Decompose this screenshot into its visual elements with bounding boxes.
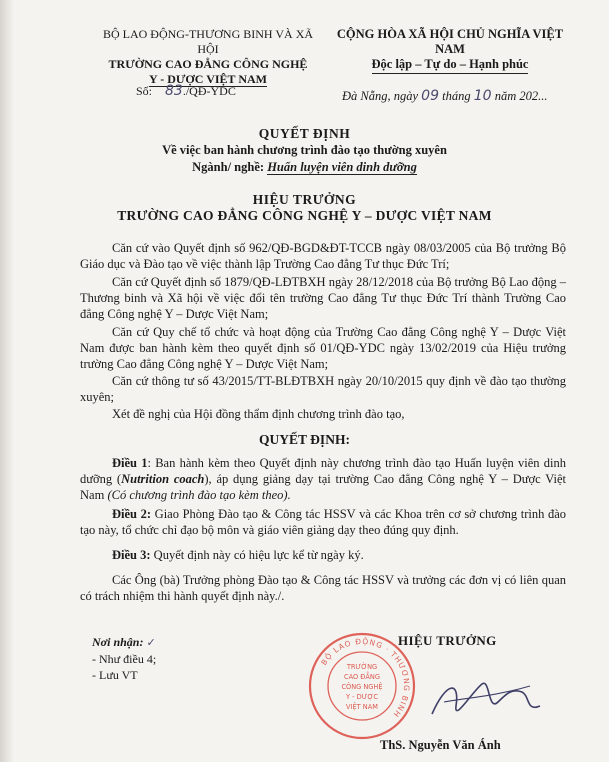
recipient-item: - Như điều 4; xyxy=(92,652,157,666)
article-3-label: Điều 3: xyxy=(112,548,151,562)
stamp-ring-text: BỘ LAO ĐỘNG · THƯƠNG BINH xyxy=(319,636,412,720)
field-value: Huấn luyện viên dinh dưỡng xyxy=(267,160,417,174)
recipients-block xyxy=(92,634,156,683)
article-1 xyxy=(80,455,566,503)
motto-line: Độc lập – Tự do – Hạnh phúc xyxy=(330,57,570,74)
so-suffix: ./QĐ-YDC xyxy=(182,84,236,98)
stamp-line: Y - DƯỢC xyxy=(346,693,378,701)
closing-paragraph: Các Ông (bà) Trưởng phòng Đào tạo & Công tác HSSV và trưởng các đơn vị có liên quan có trách nhiệm thi hành quyết định này./. xyxy=(80,573,566,603)
official-stamp xyxy=(306,630,418,742)
field-label: Ngành/ nghề: xyxy=(192,160,265,174)
article-3-text: Quyết định này có hiệu lực kể từ ngày ký. xyxy=(150,548,364,562)
signer-name: ThS. Nguyễn Văn Ánh xyxy=(380,738,501,752)
article-1-text: : Ban hành kèm theo Quyết định này chương trình đào tạo Huấn luyện viên dinh dưỡng ( xyxy=(80,456,567,486)
handwritten-day: 09 xyxy=(421,88,439,104)
decision-title: QUYẾT ĐỊNH xyxy=(258,126,351,141)
basis-paragraph: Căn cứ vào Quyết định số 962/QĐ-BGD&ĐT-TCCB ngày 08/03/2005 của Bộ trưởng Bộ Giáo dục và Đào tạo về việc thành lập Trường Cao đẳng Tư thục Đức Trí; xyxy=(80,241,566,271)
stamp-line: CAO ĐẲNG xyxy=(344,673,380,681)
decision-heading: QUYẾT ĐỊNH: xyxy=(259,432,350,447)
month-label: tháng xyxy=(442,89,471,103)
decision-field xyxy=(0,160,609,175)
school-name-line1: TRƯỜNG CAO ĐẲNG CÔNG NGHỆ xyxy=(108,57,308,71)
article-1-note: (Có chương trình đào tạo kèm theo). xyxy=(107,488,291,502)
authority-org: TRƯỜNG CAO ĐẲNG CÔNG NGHỆ Y – DƯỢC VIỆT NAM xyxy=(117,208,492,223)
issue-date xyxy=(342,88,547,104)
article-2 xyxy=(80,506,566,538)
decision-subject: Về việc ban hành chương trình đào tạo thường xuyên xyxy=(162,143,447,157)
article-3 xyxy=(80,547,566,563)
article-2-text: Giao Phòng Đào tạo & Công tác HSSV và các Khoa trên cơ sở chương trình đào tạo này, tổ chức chỉ đạo bộ môn và giáo viên giảng dạy theo đúng quy định. xyxy=(80,507,566,537)
handwritten-month: 10 xyxy=(473,88,492,104)
recipients-label: Nơi nhận: ✓ xyxy=(92,635,156,649)
ministry-name: BỘ LAO ĐỘNG-THƯƠNG BINH VÀ XÃ HỘI xyxy=(102,27,314,56)
document-number xyxy=(136,83,236,99)
national-motto xyxy=(330,27,570,74)
basis-paragraph: Xét đề nghị của Hội đồng thẩm định chương trình đào tạo, xyxy=(112,407,405,421)
date-place: Đà Nẵng, ngày xyxy=(342,89,419,103)
handwritten-number: 83 xyxy=(165,83,183,99)
article-2-label: Điều 2: xyxy=(112,507,152,521)
stamp-line: TRƯỜNG xyxy=(346,663,378,671)
recipient-item: - Lưu VT xyxy=(92,668,138,682)
country-name: CỘNG HÒA XÃ HỘI CHỦ NGHĨA VIỆT NAM xyxy=(336,27,564,56)
handwritten-signature xyxy=(426,662,546,734)
article-1-english: Nutrition coach xyxy=(121,472,205,486)
school-name-line2: Y - DƯỢC VIỆT NAM xyxy=(148,72,267,86)
article-1-text-2: ), áp dụng giảng dạy tại trường Cao đẳng Công nghệ Y – Dược Việt Nam xyxy=(80,472,566,502)
stamp-line: VIỆT NAM xyxy=(346,703,378,711)
so-prefix: Số: xyxy=(136,84,153,98)
stamp-line: CÔNG NGHỆ xyxy=(341,683,383,691)
date-year: năm 202... xyxy=(494,89,548,103)
basis-paragraph: Căn cứ Quyết định số 1879/QĐ-LĐTBXH ngày 28/12/2018 của Bộ trưởng Bộ Lao động – Thương binh và Xã hội về việc đổi tên trường Cao đẳng Tư thục Đức Trí thành Trường Cao đẳng Công nghệ Y – Dược Việt Nam; xyxy=(80,275,566,321)
article-1-label: Điều 1 xyxy=(112,456,148,470)
basis-paragraph: Căn cứ thông tư số 43/2015/TT-BLĐTBXH ngày 20/10/2015 quy định về đào tạo thường xuyên; xyxy=(80,374,566,404)
basis-paragraph: Căn cứ Quy chế tổ chức và hoạt động của Trường Cao đẳng Công nghệ Y – Dược Việt Nam được ban hành kèm theo quyết định số 01/QĐ-YDC ngày 13/02/2019 của Hiệu trưởng trường Cao đẳng Công nghệ Y – Dược Việt Nam; xyxy=(80,325,566,371)
authority-role: HIỆU TRƯỞNG xyxy=(252,192,357,207)
signature-role: HIỆU TRƯỞNG xyxy=(398,633,497,648)
issuer-header xyxy=(92,27,324,87)
